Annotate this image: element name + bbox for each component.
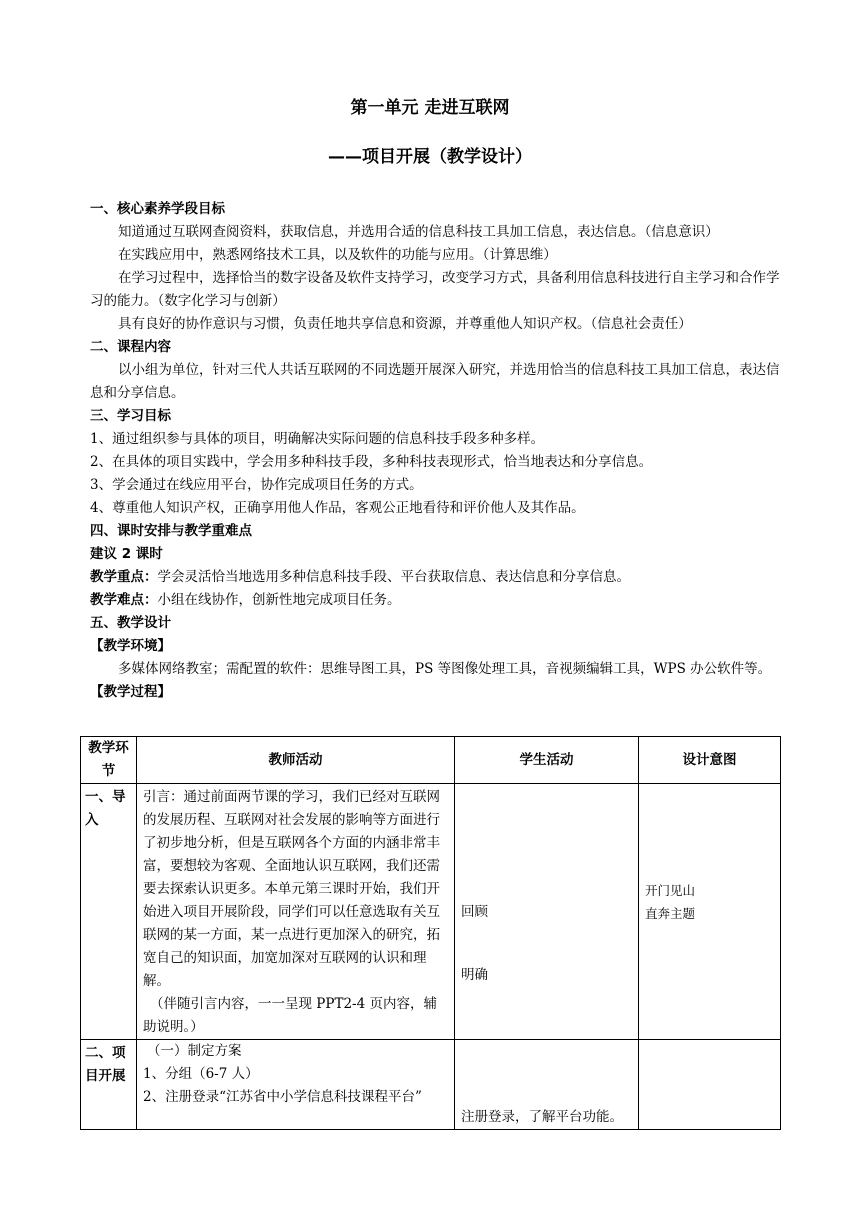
- section-heading-goals: 一、核心素养学段目标: [90, 201, 225, 217]
- teacher-activity-cell: [137, 1040, 455, 1130]
- teacher-activity-line: 1、分组（6-7 人）: [143, 1066, 259, 1082]
- environment-paragraph: 多媒体网络教室；需配置的软件：思维导图工具，PS 等图像处理工具，音视频编辑工具，WPS 办公软件等。: [118, 661, 772, 677]
- table-row: [81, 784, 781, 1040]
- teacher-activity-line: 2、注册登录“江苏省中小学信息科技课程平台”: [143, 1089, 422, 1105]
- goal-paragraph: 在学习过程中，选择恰当的数字设备及软件支持学习，改变学习方式，具备利用信息科技进行自主学习和合作学习的能力。（数字化学习与创新）: [90, 270, 780, 309]
- key-point-label: 教学重点：: [90, 569, 158, 585]
- document-title: 第一单元 走进互联网: [350, 98, 510, 118]
- section-heading-schedule: 四、课时安排与教学重难点: [90, 523, 252, 539]
- header-intent: 设计意图: [639, 737, 781, 784]
- student-activity-cell: [455, 784, 639, 1040]
- header-student: 学生活动: [455, 737, 639, 784]
- section-heading-objectives: 三、学习目标: [90, 408, 171, 424]
- stage-cell: 二、项目开展: [81, 1040, 137, 1130]
- teacher-activity-line: （一）制定方案: [147, 1043, 242, 1059]
- table-header-row: [81, 737, 781, 784]
- objective-item: 4、尊重他人知识产权，正确享用他人作品，客观公正地看待和评价他人及其作品。: [90, 500, 585, 516]
- section-heading-design: 五、教学设计: [90, 615, 171, 631]
- design-intent-cell: [639, 784, 781, 1040]
- objective-item: 2、在具体的项目实践中，学会用多种科技手段，多种科技表现形式，恰当地表达和分享信息。: [90, 454, 653, 470]
- key-point-text: 学会灵活恰当地选用多种信息科技手段、平台获取信息、表达信息和分享信息。: [157, 569, 630, 585]
- student-activity-cell: [455, 1040, 639, 1130]
- header-teacher: 教师活动: [137, 737, 455, 784]
- objective-item: 1、通过组织参与具体的项目，明确解决实际问题的信息科技手段多种多样。: [90, 431, 545, 447]
- design-intent-line: 直奔主题: [645, 906, 696, 921]
- teacher-activity-cell: [137, 784, 455, 1040]
- document-body: [90, 198, 780, 704]
- header-stage: 教学环节: [81, 737, 137, 784]
- difficult-point-label: 教学难点：: [90, 592, 158, 608]
- goal-paragraph: 具有良好的协作意识与习惯，负责任地共享信息和资源，并尊重他人知识产权。（信息社会责任）: [118, 316, 692, 332]
- hours-suggestion: 建议 2 课时: [90, 546, 163, 562]
- section-heading-content: 二、课程内容: [90, 339, 171, 355]
- goal-paragraph: 知道通过互联网查阅资料，获取信息，并选用合适的信息科技工具加工信息，表达信息。（信息意识）: [118, 224, 719, 240]
- teacher-activity-note: （伴随引言内容，一一呈现 PPT2-4 页内容，辅助说明。）: [143, 996, 437, 1035]
- key-point: [90, 566, 780, 589]
- stage-cell: 一、导入: [81, 784, 137, 1040]
- design-intent-cell: [639, 1040, 781, 1130]
- design-intent-line: 开门见山: [645, 883, 696, 898]
- process-heading: 【教学过程】: [90, 684, 171, 700]
- environment-heading: 【教学环境】: [90, 638, 171, 654]
- difficult-point-text: 小组在线协作，创新性地完成项目任务。: [157, 592, 401, 608]
- document-subtitle: ——项目开展（教学设计）: [328, 147, 532, 167]
- objective-item: 3、学会通过在线应用平台，协作完成项目任务的方式。: [90, 477, 423, 493]
- teacher-activity-text: 引言：通过前面两节课的学习，我们已经对互联网的发展历程、互联网对社会发展的影响等方面进行了初步地分析，但是互联网各个方面的内涵非常丰富，要想较为客观、全面地认识互联网，我们还需要去探索认识更多。本单元第三课时开始，我们开始进入项目开展阶段，同学们可以任意选取有关互联网的某一方面，某一点进行更加深入的研究，拓宽自己的知识面，加宽加深对互联网的认识和理解。: [143, 789, 440, 989]
- student-activity-clarify: 明确: [461, 967, 488, 983]
- student-activity-text: 注册登录，了解平台功能。: [461, 1109, 623, 1125]
- table-row: [81, 1040, 781, 1130]
- teaching-process-table: [80, 736, 781, 1130]
- goal-paragraph: 在实践应用中，熟悉网络技术工具，以及软件的功能与应用。（计算思维）: [118, 247, 557, 263]
- difficult-point: [90, 589, 780, 612]
- content-paragraph: 以小组为单位，针对三代人共话互联网的不同选题开展深入研究，并选用恰当的信息科技工具加工信息，表达信息和分享信息。: [90, 362, 780, 401]
- student-activity-review: 回顾: [461, 904, 488, 920]
